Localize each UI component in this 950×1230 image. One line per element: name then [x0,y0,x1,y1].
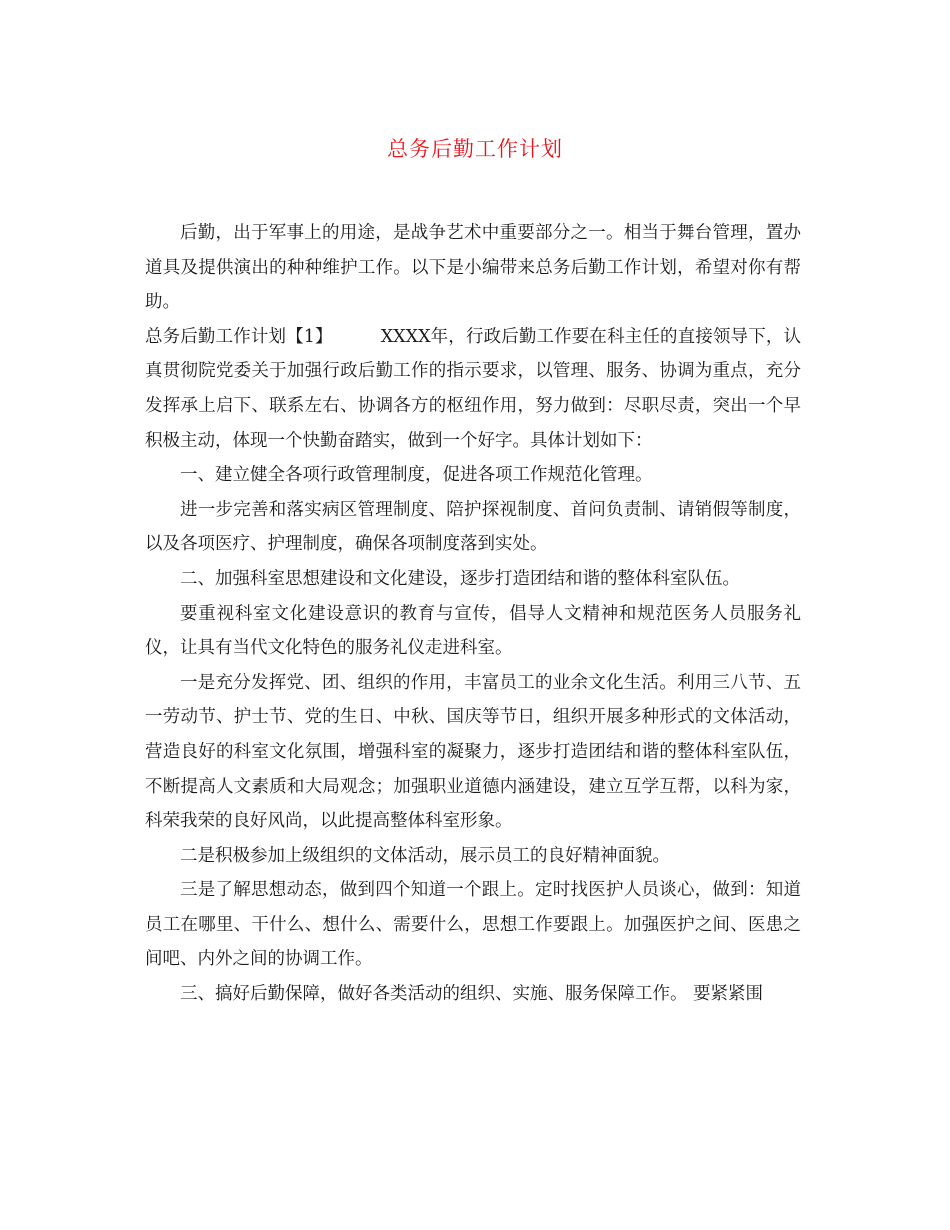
paragraph-item-2: 二、加强科室思想建设和文化建设，逐步打造团结和谐的整体科室队伍。 [180,568,740,589]
paragraph-plan-1 [145,320,801,458]
paragraph-item-1-detail: 进一步完善和落实病区管理制度、陪护探视制度、首问负责制、请销假等制度，以及各项医疗、护理制度，确保各项制度落到实处。 [145,499,801,555]
paragraph-item-2-detail: 要重视科室文化建设意识的教育与宣传，倡导人文精神和规范医务人员服务礼仪，让具有当代文化特色的服务礼仪走进科室。 [145,603,801,659]
paragraph-item-3: 三、搞好后勤保障，做好各类活动的组织、实施、服务保障工作。 要紧紧围 [180,984,764,1005]
section-heading: 总务后勤工作计划【1】 [145,326,333,347]
paragraph-item-2-point-1: 一是充分发挥党、团、组织的作用，丰富员工的业余文化生活。利用三八节、五一劳动节、护士节、党的生日、中秋、国庆等节日，组织开展多种形式的文体活动，营造良好的科室文化氛围，增强科室的凝聚力，逐步打造团结和谐的整体科室队伍，不断提高人文素质和大局观念；加强职业道德内涵建设，建立互学互帮，以科为家，科荣我荣的良好风尚，以此提高整体科室形象。 [145,672,801,832]
document-body [145,216,801,1012]
paragraph-plan-1-text: XXXX年，行政后勤工作要在科主任的直接领导下，认真贯彻院党委关于加强行政后勤工作的指示要求，以管理、服务、协调为重点，充分发挥承上启下、联系左右、协调各方的枢纽作用，努力做到：尽职尽责，突出一个早积极主动，体现一个快勤奋踏实，做到一个好字。具体计划如下： [145,326,801,451]
paragraph-item-2-point-2: 二是积极参加上级组织的文体活动，展示员工的良好精神面貌。 [180,845,670,866]
paragraph-intro: 后勤，出于军事上的用途，是战争艺术中重要部分之一。相当于舞台管理，置办道具及提供演出的种种维护工作。以下是小编带来总务后勤工作计划，希望对你有帮助。 [145,223,801,313]
paragraph-item-2-point-3: 三是了解思想动态，做到四个知道一个跟上。定时找医护人员谈心，做到：知道员工在哪里、干什么、想什么、需要什么，思想工作要跟上。加强医护之间、医患之间吧、内外之间的协调工作。 [145,880,801,970]
paragraph-item-1: 一、建立健全各项行政管理制度，促进各项工作规范化管理。 [180,465,653,486]
document-title: 总务后勤工作计划 [387,137,563,161]
